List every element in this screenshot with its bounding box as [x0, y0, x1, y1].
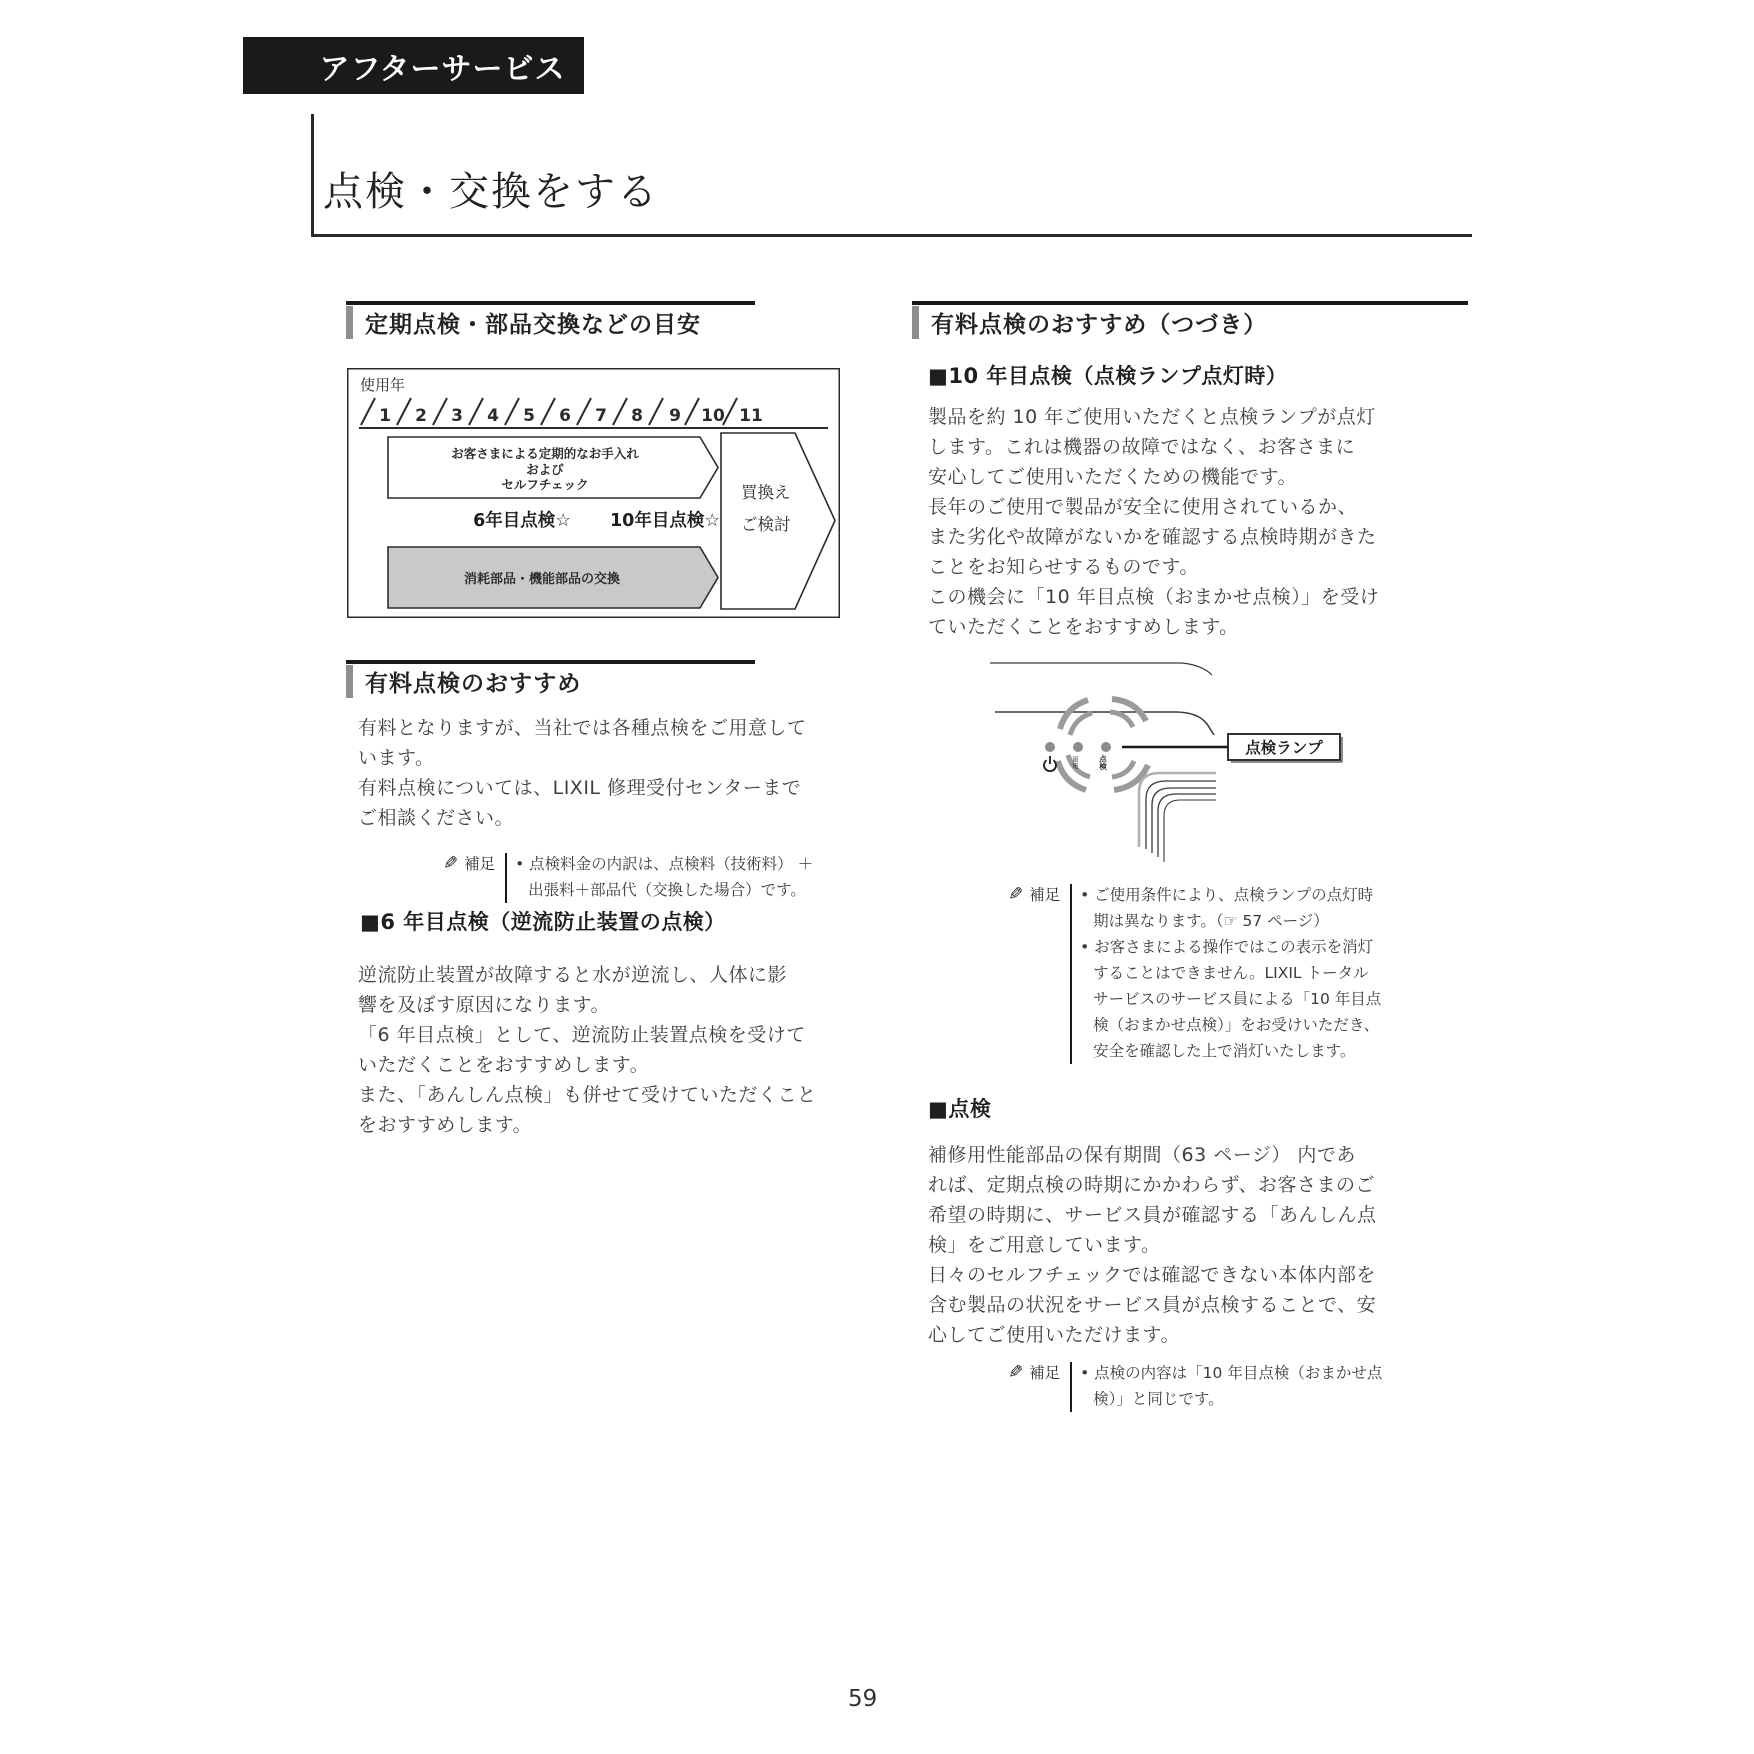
note-fee-breakdown: [443, 851, 814, 903]
eco-led-label: 節電: [1071, 756, 1079, 769]
note-line: サービスのサービス員による「10 年目点: [1093, 990, 1382, 1008]
svg-text:1: 1: [379, 406, 391, 426]
backflow-paragraph: [358, 960, 817, 1140]
text-line: 逆流防止装置が故障すると水が逆流し、人体に影: [358, 964, 788, 986]
note-line: • 点検料金の内訳は、点検料（技術料） ＋: [515, 855, 814, 873]
svg-text:および: および: [526, 462, 564, 477]
note-line: • ご使用条件により、点検ランプの点灯時: [1080, 886, 1374, 904]
text-line: 有料となりますが、当社では各種点検をご用意して: [358, 717, 807, 739]
pencil-icon: ✎: [1008, 883, 1024, 905]
text-line: 日々のセルフチェックでは確認できない本体内部を: [928, 1264, 1376, 1286]
svg-text:11: 11: [739, 406, 763, 426]
note-inspection-content: [1008, 1360, 1408, 1412]
note-lamp: [1008, 882, 1408, 1064]
text-line: います。: [358, 747, 435, 769]
subheading-10yr-inspection: ■10 年目点検（点検ランプ点灯時）: [928, 364, 1288, 388]
power-icon: [1044, 756, 1056, 771]
note-label: 補足: [1029, 1364, 1061, 1382]
inspection-led-label: 点検: [1098, 755, 1108, 770]
section-heading-yuryo: [346, 660, 755, 698]
maintenance-timeline-diagram: [347, 368, 840, 618]
power-led: [1045, 742, 1055, 752]
title-vertical-rule: [311, 114, 314, 237]
text-line: ご相談ください。: [358, 807, 515, 829]
section-heading-text: 定期点検・部品交換などの目安: [365, 311, 701, 338]
diagram-axis-label: 使用年: [360, 376, 406, 394]
anshin-paragraph: [928, 1140, 1377, 1350]
milestone-10yr: 10年目点検☆: [609, 511, 721, 531]
paid-inspection-paragraph: [358, 713, 807, 833]
section-heading-text: 有料点検のおすすめ: [365, 670, 582, 697]
svg-text:10: 10: [701, 406, 725, 426]
heading-accent-bar: [912, 306, 919, 339]
subheading-6yr-inspection: ■6 年目点検（逆流防止装置の点検）: [360, 910, 726, 934]
heading-accent-bar: [346, 665, 353, 698]
lamp-label-text: 点検ランプ: [1245, 739, 1323, 757]
text-line: 製品を約 10 年ご使用いただくと点検ランプが点灯: [928, 406, 1376, 428]
pencil-icon: ✎: [443, 852, 459, 874]
text-line: また、「あんしん点検」も併せて受けていただくこと: [358, 1084, 817, 1106]
heading-accent-bar: [346, 306, 353, 339]
replace-text-1: 買換え: [741, 483, 791, 502]
note-line: 検）」と同じです。: [1093, 1390, 1224, 1408]
note-line: • お客さまによる操作ではこの表示を消灯: [1080, 938, 1374, 956]
svg-text:セルフチェック: セルフチェック: [501, 477, 589, 492]
svg-text:2: 2: [415, 406, 427, 426]
svg-text:9: 9: [669, 406, 681, 426]
inspection-lamp-illustration: [950, 655, 1450, 875]
title-horizontal-rule: [311, 234, 1472, 237]
text-line: 「6 年目点検」として、逆流防止装置点検を受けて: [358, 1024, 806, 1046]
svg-text:5: 5: [523, 406, 535, 426]
svg-text:3: 3: [451, 406, 463, 426]
section-heading-text: 有料点検のおすすめ（つづき）: [931, 311, 1268, 338]
note-line: 検（おまかせ点検）」をお受けいただき、: [1093, 1016, 1380, 1034]
note-divider: [1070, 1362, 1072, 1412]
text-line: ていただくことをおすすめします。: [928, 616, 1239, 638]
svg-text:お客さまによる定期的なお手入れ: お客さまによる定期的なお手入れ: [451, 446, 639, 461]
text-line: 長年のご使用で製品が安全に使用されているか、: [928, 496, 1358, 518]
note-line: 安全を確認した上で消灯いたします。: [1093, 1042, 1356, 1060]
text-line: れば、定期点検の時期にかかわらず、お客さまのご: [928, 1174, 1375, 1196]
note-label: 補足: [464, 855, 496, 873]
parts-band-text: 消耗部品・機能部品の交換: [463, 572, 621, 587]
subheading-inspection: ■点検: [928, 1097, 992, 1121]
text-line: します。これは機器の故障ではなく、お客さまに: [928, 436, 1356, 458]
section-heading-yuryo-continued: [912, 301, 1468, 339]
note-divider: [1070, 884, 1072, 1064]
text-line: 響を及ぼす原因になります。: [358, 994, 610, 1016]
note-line: 出張料＋部品代（交換した場合）です。: [528, 881, 806, 899]
svg-text:7: 7: [595, 406, 607, 426]
note-line: • 点検の内容は「10 年目点検（おまかせ点: [1080, 1364, 1383, 1382]
page-title: 点検・交換をする: [323, 169, 659, 215]
note-divider: [505, 853, 507, 903]
text-line: 希望の時期に、サービス員が確認する「あんしん点: [928, 1204, 1377, 1226]
replace-text-2: ご検討: [741, 515, 791, 534]
text-line: をおすすめします。: [358, 1114, 533, 1136]
note-line: することはできません。LIXIL トータル: [1093, 964, 1369, 982]
text-line: 補修用性能部品の保有期間（63 ページ） 内であ: [928, 1144, 1356, 1166]
svg-text:8: 8: [631, 406, 643, 426]
milestone-6yr: 6年目点検☆: [473, 511, 571, 531]
note-label: 補足: [1029, 886, 1061, 904]
text-line: 心してご使用いただけます。: [928, 1324, 1180, 1346]
svg-text:6: 6: [559, 406, 571, 426]
note-line: 期は異なります。（☞ 57 ページ）: [1093, 912, 1329, 930]
text-line: また劣化や故障がないかを確認する点検時期がきた: [928, 526, 1377, 548]
text-line: 含む製品の状況をサービス員が点検することで、安: [928, 1294, 1377, 1316]
lamp-paragraph: [928, 402, 1379, 642]
text-line: いただくことをおすすめします。: [358, 1054, 650, 1076]
svg-text:4: 4: [487, 406, 499, 426]
pencil-icon: ✎: [1008, 1361, 1024, 1383]
eco-led: [1073, 742, 1083, 752]
page-number: 59: [848, 1686, 878, 1712]
chapter-tag-label: アフターサービス: [319, 51, 566, 87]
text-line: 検」をご用意しています。: [928, 1234, 1161, 1256]
chapter-tag: [243, 37, 584, 94]
lid-corner-lines: [1139, 773, 1216, 862]
text-line: 安心してご使用いただくための機能です。: [928, 466, 1297, 488]
section-heading-teiki: [346, 301, 755, 339]
inspection-led: [1101, 742, 1111, 752]
text-line: この機会に「10 年目点検（おまかせ点検）」を受け: [928, 586, 1380, 608]
text-line: 有料点検については、LIXIL 修理受付センターまで: [358, 777, 802, 799]
text-line: ことをお知らせするものです。: [928, 556, 1199, 578]
